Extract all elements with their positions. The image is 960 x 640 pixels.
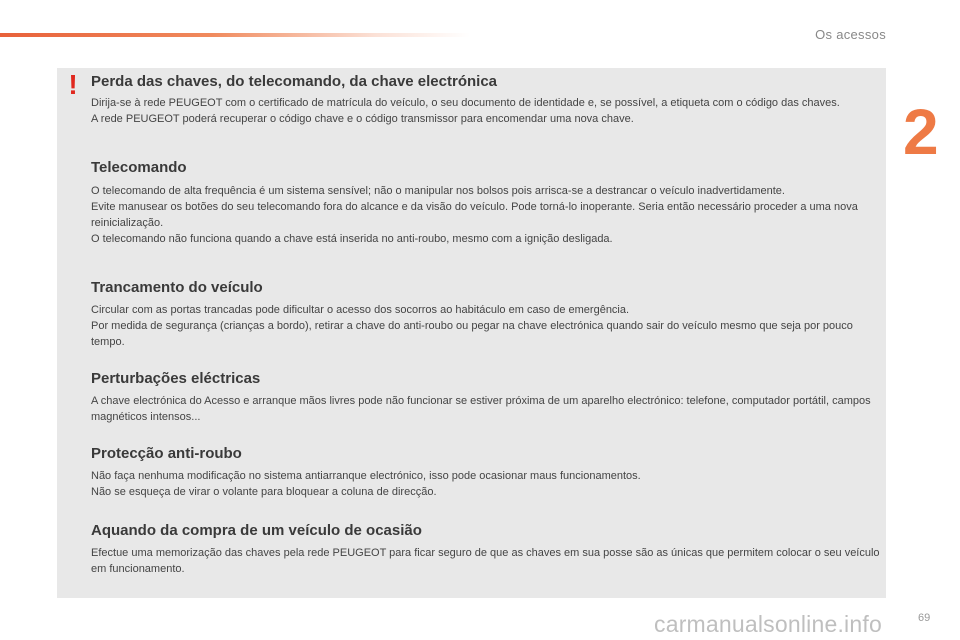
section-paragraph: O telecomando de alta frequência é um sistema sensível; não o manipular nos bolsos pois arrisca-se a destrancar o veículo inadvertidamente. bbox=[91, 185, 785, 197]
section-anti-roubo bbox=[91, 445, 881, 500]
warning-paragraph: Dirija-se à rede PEUGEOT com o certificado de matrícula do veículo, o seu documento de identidade e, se possível, a etiqueta com o código das chaves. bbox=[91, 97, 840, 109]
section-heading: Trancamento do veículo bbox=[91, 279, 263, 296]
section-paragraph: O telecomando não funciona quando a chave está inserida no anti-roubo, mesmo com a ignição desligada. bbox=[91, 233, 613, 245]
section-paragraph: Não se esqueça de virar o volante para bloquear a coluna de direcção. bbox=[91, 486, 437, 498]
section-paragraph: Não faça nenhuma modificação no sistema antiarranque electrónico, isso pode ocasionar maus funcionamentos. bbox=[91, 470, 641, 482]
section-heading: Aquando da compra de um veículo de ocasião bbox=[91, 522, 422, 539]
section-paragraph: A chave electrónica do Acesso e arranque mãos livres pode não funcionar se estiver próxima de um aparelho electrónico: telefone, computador portátil, campos magnéticos intensos... bbox=[91, 395, 871, 423]
section-heading: Perturbações eléctricas bbox=[91, 370, 261, 387]
section-paragraph: Efectue uma memorização das chaves pela rede PEUGEOT para ficar seguro de que as chaves em sua posse são as únicas que permitem colocar o seu veículo em funcionamento. bbox=[91, 547, 880, 575]
section-trancamento bbox=[91, 279, 881, 350]
section-heading: Protecção anti-roubo bbox=[91, 445, 242, 462]
section-perturbacoes bbox=[91, 370, 881, 425]
warning-block bbox=[91, 73, 881, 127]
section-heading: Telecomando bbox=[91, 159, 187, 176]
section-paragraph: Circular com as portas trancadas pode dificultar o acesso dos socorros ao habitáculo em caso de emergência. bbox=[91, 304, 630, 316]
page-number: 69 bbox=[918, 612, 931, 624]
chapter-number: 2 bbox=[903, 96, 939, 168]
warning-title: Perda das chaves, do telecomando, da chave electrónica bbox=[91, 73, 498, 90]
watermark: carmanualsonline.info bbox=[654, 611, 882, 637]
section-telecomando bbox=[91, 159, 881, 247]
exclamation-icon: ! bbox=[68, 69, 78, 100]
warning-paragraph: A rede PEUGEOT poderá recuperar o código chave e o código transmissor para encomendar uma nova chave. bbox=[91, 113, 634, 125]
section-compra-ocasiao bbox=[91, 522, 881, 577]
section-paragraph: Por medida de segurança (crianças a bordo), retirar a chave do anti-roubo ou pegar na chave electrónica quando sair do veículo mesmo que seja por pouco tempo. bbox=[91, 320, 853, 348]
section-title: Os acessos bbox=[815, 27, 886, 42]
section-paragraph: Evite manusear os botões do seu telecomando fora do alcance e da visão do veículo. Pode torná-lo inoperante. Seria então necessário proceder a uma nova reinicialização. bbox=[91, 201, 858, 229]
header-accent-bar bbox=[0, 33, 470, 37]
